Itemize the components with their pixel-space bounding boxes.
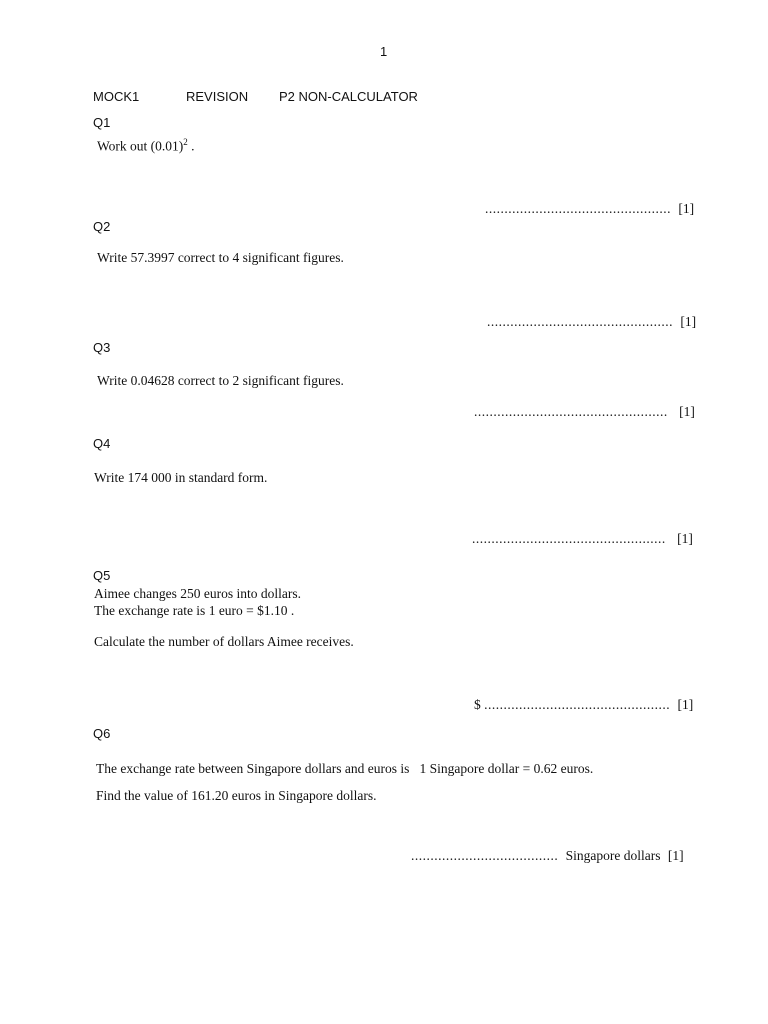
answer-line [472,531,693,547]
question-text: Write 57.3997 correct to 4 significant figures. [97,250,344,265]
answer-line [411,848,684,864]
currency-symbol: $ [474,697,481,712]
exponent: 2 [183,137,188,147]
page-number: 1 [380,44,388,59]
answer-line [485,201,694,217]
question-text: Find the value of 161.20 euros in Singapore dollars. [96,788,377,803]
question-label: Q4 [93,436,111,451]
answer-line [487,314,696,330]
question-label: Q5 [93,568,111,583]
question-text: The exchange rate between Singapore dollars and euros is 1 Singapore dollar = 0.62 euros. [96,761,594,776]
header-paper: P2 NON-CALCULATOR [279,89,418,104]
answer-dots: ................................................ [487,314,673,329]
answer-dots: .................................................. [472,531,666,546]
answer-dots: ................................................ [485,201,671,216]
answer-unit: Singapore dollars [565,848,661,863]
question-text: The exchange rate is 1 euro = $1.10 . [94,603,295,618]
header-mock: MOCK1 [93,89,140,104]
header-revision: REVISION [186,89,249,104]
question-label: Q1 [93,115,111,130]
question-text: Aimee changes 250 euros into dollars. [94,586,301,601]
answer-line [474,404,695,420]
question-label: Q3 [93,340,111,355]
question-text-main: Work out (0.01) [97,138,184,154]
question-text-end: . [187,138,195,154]
marks: [1] [677,697,694,712]
marks: [1] [680,314,697,329]
answer-line [474,697,693,713]
marks: [1] [667,848,684,863]
marks: [1] [678,201,695,216]
question-text: Write 174 000 in standard form. [94,470,268,485]
answer-dots: ................................................ [484,697,671,712]
question-text: Calculate the number of dollars Aimee receives. [94,634,354,649]
answer-dots: ...................................... [411,848,559,863]
question-text [97,137,195,155]
question-label: Q2 [93,219,111,234]
question-label: Q6 [93,726,111,741]
marks: [1] [679,404,695,419]
answer-dots: .................................................. [474,404,668,419]
marks: [1] [677,531,693,546]
question-text: Write 0.04628 correct to 2 significant figures. [97,373,344,388]
